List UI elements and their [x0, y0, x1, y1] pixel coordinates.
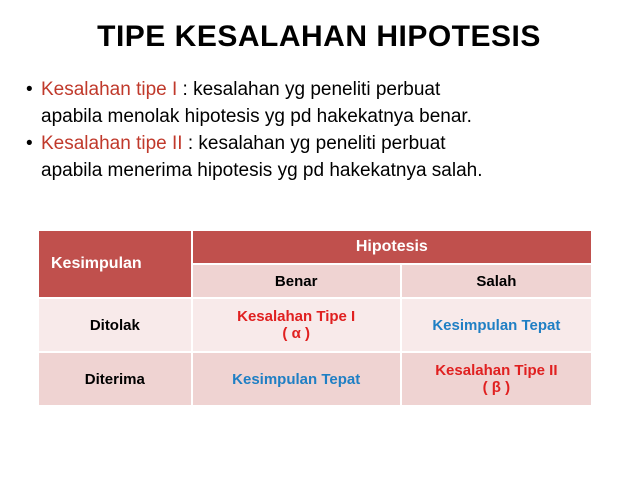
hypothesis-error-table [37, 229, 593, 407]
cell-ditolak-benar [192, 298, 401, 352]
table-group-header: Hipotesis [192, 230, 592, 264]
table-row [38, 298, 592, 352]
bullet-text: : kesalahan yg peneliti perbuat [182, 133, 446, 154]
beta-symbol: ( β ) [482, 379, 511, 396]
table-corner-header: Kesimpulan [38, 230, 192, 298]
bullet-text: : kesalahan yg peneliti perbuat [177, 79, 441, 100]
bullet-term: Kesalahan tipe I [41, 79, 178, 100]
bullet-text-continued: apabila menolak hipotesis yg pd hakekatnya benar. [41, 106, 472, 127]
bullet-term: Kesalahan tipe II [41, 133, 183, 154]
bullet-item-type-2 [26, 130, 626, 184]
cell-diterima-salah [401, 352, 592, 406]
row-label-diterima: Diterima [38, 352, 192, 406]
cell-diterima-benar: Kesimpulan Tepat [192, 352, 401, 406]
table-row [38, 352, 592, 406]
bullet-icon: • [26, 79, 33, 100]
bullet-icon: • [26, 133, 33, 154]
column-header-salah: Salah [401, 264, 592, 298]
bullet-item-type-1 [26, 76, 626, 130]
column-header-benar: Benar [192, 264, 401, 298]
bullet-list [26, 76, 626, 184]
alpha-symbol: ( α ) [282, 325, 310, 342]
bullet-text-continued: apabila menerima hipotesis yg pd hakekatnya salah. [41, 160, 483, 181]
cell-line: Kesalahan Tipe II [435, 362, 558, 379]
cell-line: Kesalahan Tipe I [237, 308, 356, 325]
row-label-ditolak: Ditolak [38, 298, 192, 352]
cell-ditolak-salah: Kesimpulan Tepat [401, 298, 592, 352]
slide-title: TIPE KESALAHAN HIPOTESIS [97, 20, 541, 53]
